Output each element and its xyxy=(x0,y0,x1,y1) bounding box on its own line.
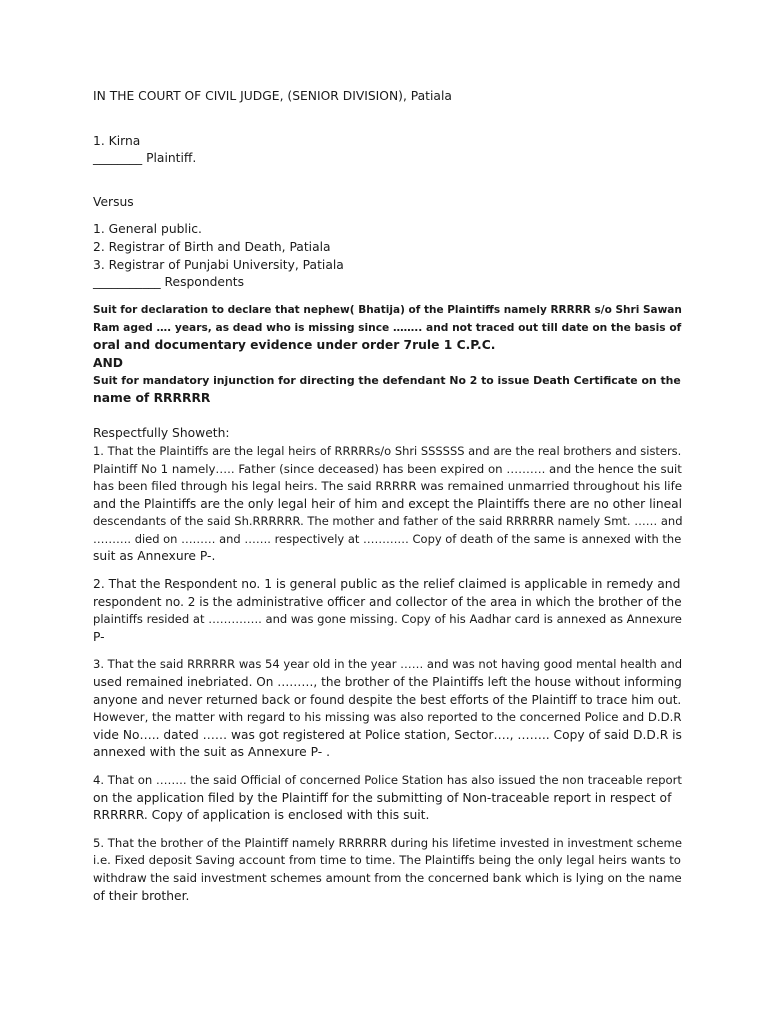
plaintiff-name: 1. Kirna xyxy=(93,133,141,148)
paragraph-line: Plaintiff No 1 namely….. Father (since deceased) has been expired on ………. and the hence the suit xyxy=(93,461,682,476)
court-heading xyxy=(93,88,672,106)
paragraph-line: of their brother. xyxy=(93,888,190,903)
respondents-block xyxy=(93,221,672,291)
paragraph-line: 3. That the said RRRRRR was 54 year old in the year …… and was not having good mental health and xyxy=(93,657,683,672)
paragraph-line: 1. That the Plaintiffs are the legal heirs of RRRRRs/o Shri SSSSSS and are the real brothers and sisters. xyxy=(93,443,682,458)
paragraph-line: annexed with the suit as Annexure P- . xyxy=(93,745,331,760)
paragraph-line: P- xyxy=(93,629,105,644)
paragraph-3 xyxy=(93,656,683,762)
suit-title-line: Suit for declaration to declare that nephew( Bhatija) of the Plaintiffs namely RRRRR s/o Shri Sawan xyxy=(93,303,682,316)
versus-block xyxy=(93,194,672,212)
paragraph-line: 5. That the brother of the Plaintiff namely RRRRRR during his lifetime invested in investment scheme xyxy=(93,835,683,850)
respondent-1: 1. General public. xyxy=(93,222,202,237)
plaintiff-label: ________ Plaintiff. xyxy=(93,151,197,166)
paragraph-line: respondent no. 2 is the administrative officer and collector of the area in which the brother of the xyxy=(93,594,682,609)
paragraph-line: 2. That the Respondent no. 1 is general public as the relief claimed is applicable in remedy and xyxy=(93,577,681,592)
suit-title-line: Ram aged …. years, as dead who is missing since …….. and not traced out till date on the basis of xyxy=(93,321,682,335)
plaintiff-block xyxy=(93,133,672,168)
suit-title-and: AND xyxy=(93,355,124,370)
paragraph-5 xyxy=(93,835,683,905)
court-heading-text: IN THE COURT OF CIVIL JUDGE, (SENIOR DIVISION), Patiala xyxy=(93,89,452,103)
respectfully-showeth: Respectfully Showeth: xyxy=(93,426,230,441)
paragraph-line: plaintiffs resided at ………….. and was gone missing. Copy of his Aadhar card is annexed as Annexure xyxy=(93,612,682,627)
paragraph-line: descendants of the said Sh.RRRRRR. The mother and father of the said RRRRRR namely Smt. …… and xyxy=(93,514,683,529)
suit-title-line: Suit for mandatory injunction for directing the defendant No 2 to issue Death Certificate on the xyxy=(93,374,681,388)
respondent-2: 2. Registrar of Birth and Death, Patiala xyxy=(93,239,331,254)
versus-text: Versus xyxy=(93,194,134,209)
paragraph-line: and the Plaintiffs are the only legal heir of him and except the Plaintiffs there are no other lineal xyxy=(93,496,683,511)
suit-title-line: name of RRRRRR xyxy=(93,390,211,405)
paragraph-line: used remained inebriated. On ………, the brother of the Plaintiffs left the house without informing xyxy=(93,675,682,690)
paragraph-2 xyxy=(93,576,682,646)
paragraph-line: vide No….. dated …… was got registered at Police station, Sector…., …….. Copy of said D.D.R is xyxy=(93,727,682,742)
paragraph-1 xyxy=(93,425,683,566)
paragraph-line: on the application filed by the Plaintiff for the submitting of Non-traceable report in respect of xyxy=(93,790,672,805)
paragraph-line: anyone and never returned back or found despite the best efforts of the Plaintiff to trace him out. xyxy=(93,692,682,707)
paragraph-line: RRRRRR. Copy of application is enclosed with this suit. xyxy=(93,808,430,823)
respondents-label: ___________ Respondents xyxy=(93,275,245,290)
suit-title xyxy=(93,302,682,408)
paragraph-line: has been filed through his legal heirs. The said RRRRR was remained unmarried throughout his life xyxy=(93,479,683,494)
paragraph-line: 4. That on …….. the said Official of concerned Police Station has also issued the non traceable report xyxy=(93,773,682,787)
respondent-3: 3. Registrar of Punjabi University, Patiala xyxy=(93,257,344,272)
suit-title-line: oral and documentary evidence under order 7rule 1 C.P.C. xyxy=(93,337,496,352)
paragraph-line: withdraw the said investment schemes amount from the concerned bank which is lying on the name xyxy=(93,870,682,885)
paragraph-line: ………. died on ……… and ……. respectively at ………… Copy of death of the same is annexed with the xyxy=(93,531,682,546)
paragraph-4 xyxy=(93,772,682,825)
paragraph-line: i.e. Fixed deposit Saving account from time to time. The Plaintiffs being the only legal heirs wants to xyxy=(93,853,681,868)
paragraph-line: suit as Annexure P-. xyxy=(93,549,216,564)
paragraph-line: However, the matter with regard to his missing was also reported to the concerned Police and D.D.R xyxy=(93,710,682,725)
